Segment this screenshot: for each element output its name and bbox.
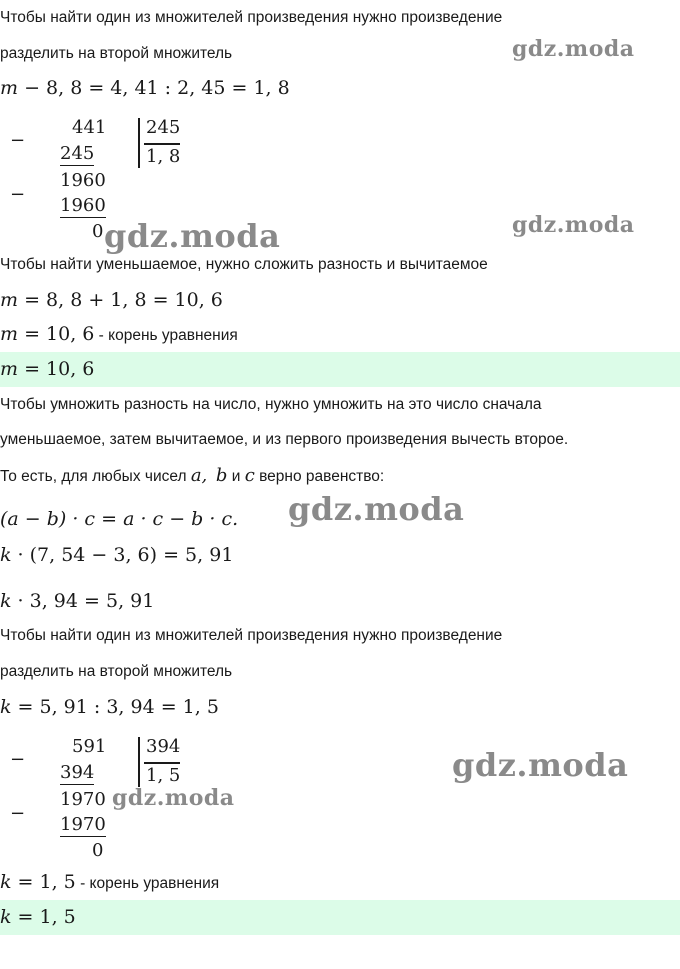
variable: m	[0, 289, 19, 311]
dividend: 591	[72, 736, 107, 757]
division-line	[144, 762, 180, 764]
rule-text: Чтобы найти один из множителей произведения нужно произведение	[0, 9, 503, 26]
subtrahend: 1960	[60, 195, 106, 216]
subtrahend: 245	[60, 143, 95, 164]
expression: · 3, 94 = 5, 91	[11, 590, 155, 612]
equation-line	[0, 322, 238, 348]
rule-text: уменьшаемое, затем вычитаемое, и из первого произведения вычесть второе.	[0, 431, 569, 448]
minus-sign: −	[10, 749, 26, 770]
rule-text	[0, 466, 384, 487]
variable: m	[0, 77, 19, 99]
note: - корень уравнения	[94, 327, 238, 344]
variable: k	[0, 544, 12, 566]
variable: b	[215, 465, 228, 486]
watermark: gdz.moda	[512, 36, 635, 62]
divisor: 245	[146, 117, 181, 138]
variable: k	[0, 871, 12, 893]
rule-text: Чтобы умножить разность на число, нужно умножить на это число сначала	[0, 396, 542, 413]
division-bar	[138, 737, 140, 787]
rule-text: Чтобы найти уменьшаемое, нужно сложить разность и вычитаемое	[0, 256, 488, 273]
variable: k	[0, 906, 12, 928]
variable: m	[0, 323, 19, 345]
division-bar	[138, 118, 140, 168]
answer-highlight	[0, 900, 680, 935]
remainder: 1970	[60, 789, 106, 810]
minus-sign: −	[10, 130, 26, 151]
equation-line	[0, 589, 154, 613]
minus-sign: −	[10, 184, 26, 205]
rule-text: Чтобы найти один из множителей произведения нужно произведение	[0, 627, 503, 644]
variable: m	[0, 358, 19, 380]
expression: · (7, 54 − 3, 6) = 5, 91	[11, 544, 234, 566]
quotient: 1, 8	[146, 146, 181, 167]
equation-line	[0, 76, 290, 100]
identity: (a − b) · c = a · c − b · c.	[0, 508, 239, 530]
variable: c	[244, 465, 255, 486]
answer	[0, 905, 76, 929]
watermark: gdz.moda	[452, 746, 629, 784]
rule-text: разделить на второй множитель	[0, 663, 233, 680]
watermark: gdz.moda	[512, 212, 635, 238]
watermark: gdz.moda	[112, 785, 235, 811]
equation-line	[0, 543, 233, 567]
equation-line	[0, 288, 223, 312]
watermark: gdz.moda	[104, 217, 281, 255]
answer	[0, 357, 94, 381]
expression: = 8, 8 + 1, 8 = 10, 6	[18, 289, 223, 311]
answer-highlight	[0, 352, 680, 387]
remainder: 1960	[60, 170, 106, 191]
expression: = 1, 5	[11, 871, 76, 893]
rule-part: То есть, для любых чисел	[0, 468, 191, 485]
watermark: gdz.moda	[288, 490, 465, 528]
expression: = 10, 6	[18, 323, 95, 345]
equation-line	[0, 695, 219, 719]
variable: k	[0, 590, 12, 612]
final-remainder: 0	[92, 840, 104, 861]
division-line	[144, 143, 180, 145]
quotient: 1, 5	[146, 765, 181, 786]
expression: = 1, 5	[11, 906, 76, 928]
rule-part: верно равенство:	[254, 468, 385, 485]
subtrahend: 1970	[60, 814, 106, 835]
equation-line	[0, 870, 219, 896]
divisor: 394	[146, 736, 181, 757]
rule-part: и	[227, 468, 245, 485]
expression: = 10, 6	[18, 358, 95, 380]
final-remainder: 0	[92, 221, 104, 242]
minus-sign: −	[10, 803, 26, 824]
dividend: 441	[72, 117, 107, 138]
variable: k	[0, 696, 12, 718]
variable: a,	[190, 465, 208, 486]
note: - корень уравнения	[75, 875, 220, 892]
subtrahend: 394	[60, 762, 95, 783]
expression: = 5, 91 : 3, 94 = 1, 5	[11, 696, 219, 718]
expression: − 8, 8 = 4, 41 : 2, 45 = 1, 8	[18, 77, 290, 99]
rule-text: разделить на второй множитель	[0, 45, 233, 62]
